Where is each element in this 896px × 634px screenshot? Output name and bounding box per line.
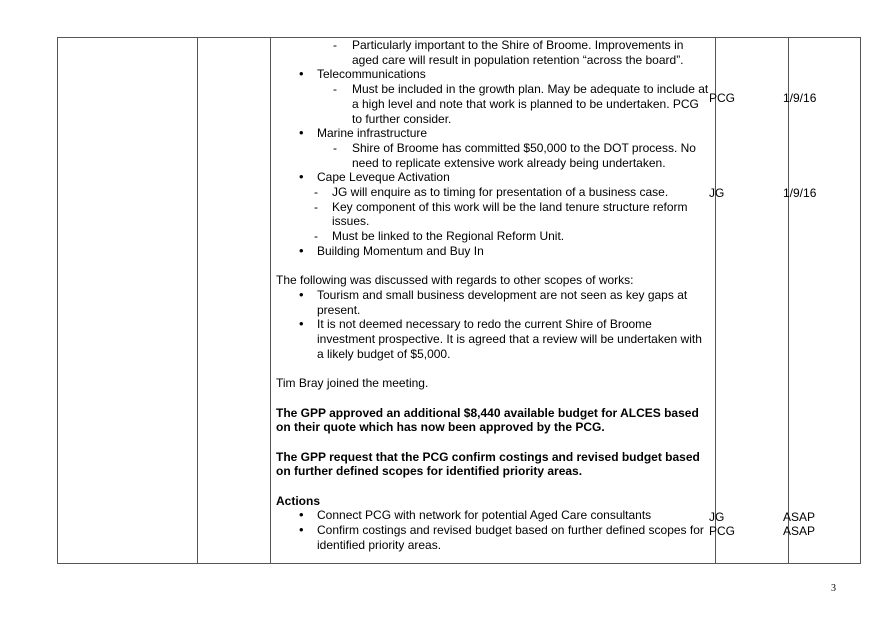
list-item: • Cape Leveque Activation — [299, 169, 450, 185]
responsible-value: PCG — [709, 524, 736, 538]
list-item: - Key component of this work will be the land tenure structure reform — [314, 199, 688, 214]
list-item: aged care will result in population retention “across the board”. — [352, 52, 684, 67]
list-item: • Marine infrastructure — [299, 125, 428, 141]
list-item: • Confirm costings and revised budget based on further defined scopes for — [299, 522, 704, 538]
minutes-table — [57, 37, 861, 564]
page-number: 3 — [831, 583, 836, 594]
list-item: issues. — [332, 214, 370, 229]
topic-cell — [198, 38, 271, 564]
due-date-cell — [789, 38, 861, 564]
resolution-text: on further defined scopes for identified priority areas. — [276, 464, 583, 479]
actions-heading: Actions — [276, 493, 321, 508]
list-item: • It is not deemed necessary to redo the current Shire of Broome — [299, 316, 652, 332]
list-item: • Telecommunications — [299, 66, 426, 82]
responsible-value: JG — [709, 510, 725, 524]
resolution-text: The GPP approved an additional $8,440 available budget for ALCES based — [276, 405, 699, 420]
table-row — [58, 38, 861, 564]
list-item: present. — [317, 302, 361, 317]
discussion-cell — [271, 38, 716, 564]
paragraph: Tim Bray joined the meeting. — [276, 376, 429, 391]
list-item: identified priority areas. — [317, 537, 442, 552]
due-date-value: ASAP — [783, 524, 816, 538]
paragraph: The following was discussed with regards to other scopes of works: — [276, 273, 634, 288]
item-number-cell — [58, 38, 198, 564]
list-item: to further consider. — [352, 111, 452, 126]
responsible-value: PCG — [709, 91, 736, 105]
list-item: - Shire of Broome has committed $50,000 to the DOT process. No — [333, 140, 696, 155]
resolution-text: on their quote which has now been approved by the PCG. — [276, 420, 605, 435]
list-item: a high level and note that work is planned to be undertaken. PCG — [352, 96, 699, 111]
list-item: - Must be included in the growth plan. May be adequate to include at — [333, 82, 709, 97]
resolution-text: The GPP request that the PCG confirm costings and revised budget based — [276, 449, 700, 464]
list-item: • Tourism and small business development are not seen as key gaps at — [299, 286, 688, 302]
list-item: a likely budget of $5,000. — [317, 346, 451, 361]
due-date-value: 1/9/16 — [783, 91, 817, 105]
list-item: - Particularly important to the Shire of Broome. Improvements in — [333, 38, 684, 52]
list-item: investment prospective. It is agreed that a review will be undertaken with — [317, 332, 702, 347]
due-date-value: ASAP — [783, 510, 816, 524]
list-item: - JG will enquire as to timing for presentation of a business case. — [314, 185, 669, 200]
due-date-value: 1/9/16 — [783, 186, 817, 200]
responsible-value: JG — [709, 186, 725, 200]
list-item: • Building Momentum and Buy In — [299, 242, 484, 258]
list-item: - Must be linked to the Regional Reform Unit. — [314, 229, 565, 244]
responsible-cell — [716, 38, 789, 564]
list-item: need to replicate extensive work already being undertaken. — [352, 155, 666, 170]
list-item: • Connect PCG with network for potential Aged Care consultants — [299, 507, 652, 523]
